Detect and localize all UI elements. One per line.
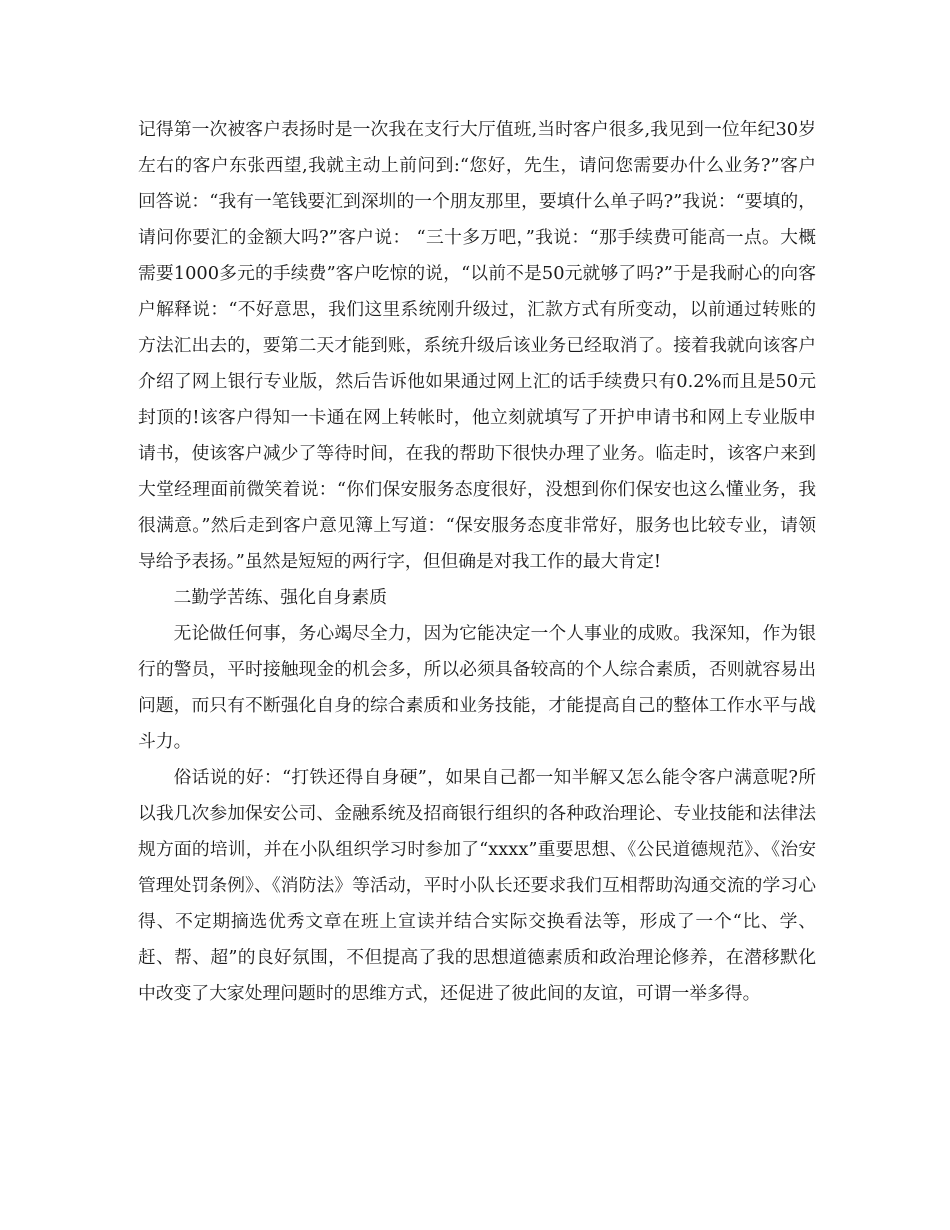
section-heading: 二勤学苦练、强化自身素质 [173,587,387,608]
paragraph-self-quality: 无论做任何事，务心竭尽全力，因为它能决定一个人事业的成败。我深知，作为银行的警员，平时接触现金的机会多，所以必须具备较高的个人综合素质，否则就容易出问题，而只有不断强化自身的综合素质和业务技能，才能提高自己的整体工作水平与战斗力。 [138,623,816,752]
paragraph-training: 俗话说的好：“打铁还得自身硬”，如果自己都一知半解又怎么能令客户满意呢?所以我几次参加保安公司、金融系统及招商银行组织的各种政治理论、专业技能和法律法规方面的培训，并在小队组织学习时参加了“xxxx”重要思想、《公民道德规范》、《治安管理处罚条例》、《消防法》等活动，平时小队长还要求我们互相帮助沟通交流的学习心得、不定期摘选优秀文章在班上宣读并结合实际交换看法等，形成了一个“比、学、赶、帮、超”的良好氛围，不但提高了我的思想道德素质和政治理论修养，在潜移默化中改变了大家处理问题时的思维方式，还促进了彼此间的友谊，可谓一举多得。 [138,767,816,1004]
document-body [138,112,816,1012]
paragraph-customer-praise: 记得第一次被客户表扬时是一次我在支行大厅值班,当时客户很多,我见到一位年纪30岁左右的客户东张西望,我就主动上前问到:“您好，先生，请问您需要办什么业务?”客户回答说：“我有一笔钱要汇到深圳的一个朋友那里，要填什么单子吗?”我说：“要填的，请问你要汇的金额大吗?”客户说： “三十多万吧，”我说：“那手续费可能高一点。大概需要1000多元的手续费”客户吃惊的说，“以前不是50元就够了吗?”于是我耐心的向客户解释说：“不好意思，我们这里系统刚升级过，汇款方式有所变动，以前通过转账的方法汇出去的，要第二天才能到账，系统升级后该业务已经取消了。接着我就向该客户介绍了网上银行专业版，然后告诉他如果通过网上汇的话手续费只有0.2%而且是50元封顶的!该客户得知一卡通在网上转帐时，他立刻就填写了开护申请书和网上专业版申请书，使该客户减少了等待时间，在我的帮助下很快办理了业务。临走时，该客户来到大堂经理面前微笑着说：“你们保安服务态度很好，没想到你们保安也这么懂业务，我很满意。”然后走到客户意见簿上写道：“保安服务态度非常好，服务也比较专业，请领导给予表扬。”虽然是短短的两行字，但但确是对我工作的最大肯定! [138,119,816,572]
